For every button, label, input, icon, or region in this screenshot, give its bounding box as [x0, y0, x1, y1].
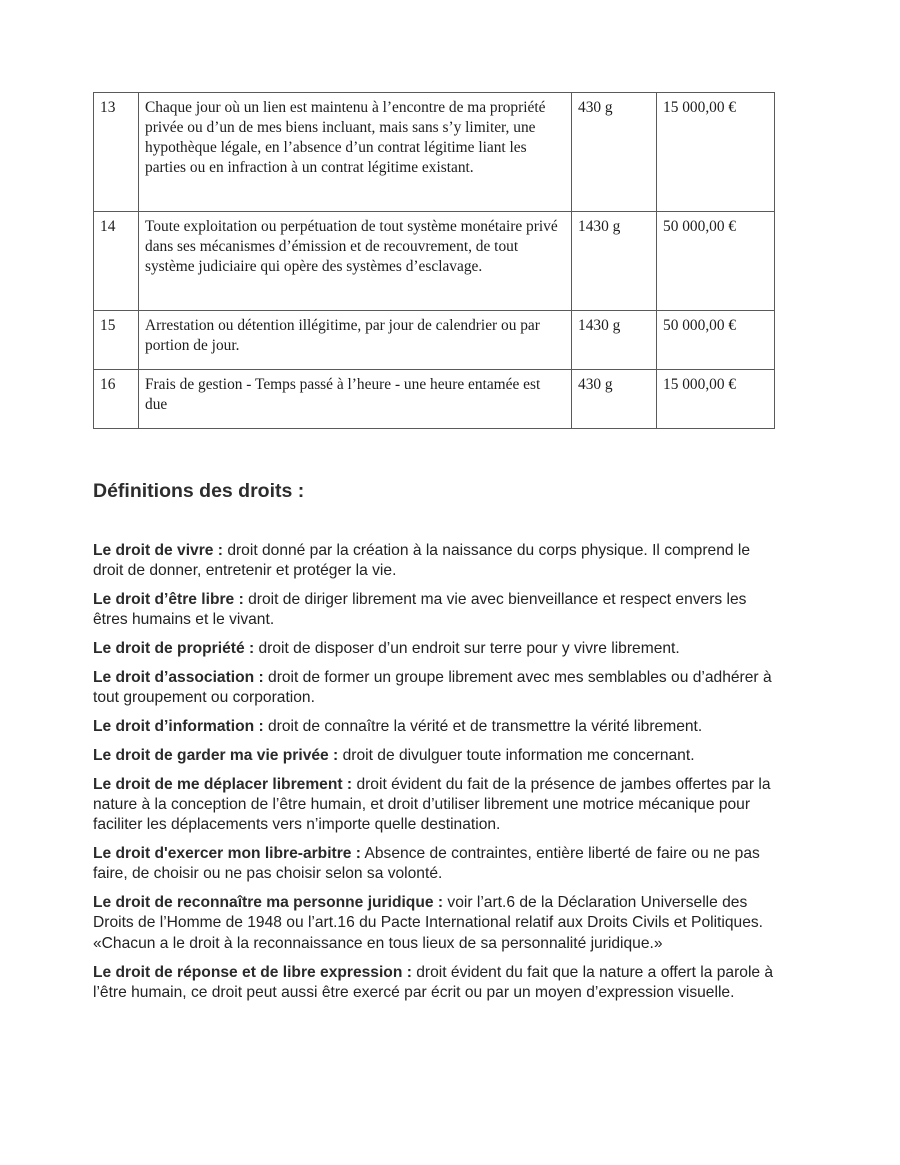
definition-text: droit de divulguer toute information me concernant. — [338, 746, 695, 764]
row-number: 13 — [94, 93, 139, 212]
row-euro-amount: 50 000,00 € — [657, 212, 775, 311]
row-euro-amount: 50 000,00 € — [657, 311, 775, 370]
row-gold-amount: 1430 g — [572, 212, 657, 311]
table-row — [94, 311, 775, 370]
definition-item — [93, 844, 783, 885]
definition-text: droit évident du fait que la nature a offert la parole à l’être humain, ce droit peut aussi être exercé par écrit ou par un moyen d’expression visuelle. — [93, 963, 774, 1001]
definition-term: Le droit de me déplacer librement : — [93, 775, 353, 793]
definition-item — [93, 893, 783, 954]
table-row — [94, 370, 775, 429]
definition-term: Le droit de propriété : — [93, 640, 255, 658]
definition-item — [93, 590, 783, 631]
definition-term: Le droit d’association : — [93, 668, 264, 686]
table-row — [94, 93, 775, 212]
row-description: Arrestation ou détention illégitime, par jour de calendrier ou par portion de jour. — [139, 311, 572, 370]
row-number: 14 — [94, 212, 139, 311]
definition-text: droit de former un groupe librement avec mes semblables ou d’adhérer à tout groupement ou corporation. — [93, 668, 772, 707]
definition-term: Le droit de reconnaître ma personne juridique : — [93, 894, 444, 912]
definition-term: Le droit de vivre : — [93, 542, 223, 559]
table-row — [94, 212, 775, 311]
definition-quote: «Chacun a le droit à la reconnaissance en tous lieux de sa personnalité juridique.» — [93, 934, 663, 952]
definition-text: droit de connaître la vérité et de transmettre la vérité librement. — [263, 718, 703, 736]
definition-term: Le droit d'exercer mon libre-arbitre : — [93, 845, 362, 863]
definition-item — [93, 717, 783, 737]
definition-text: droit évident du fait de la présence de jambes offertes par la nature à la conception de l’être humain, et droit d’utiliser librement une motrice mécanique pour faciliter les déplacements vers n’importe quelle destination. — [93, 775, 771, 834]
row-description: Frais de gestion - Temps passé à l’heure - une heure entamée est due — [139, 370, 572, 429]
definitions-list — [93, 541, 783, 1012]
definition-text: voir l’art.6 de la Déclaration Universelle des Droits de l’Homme de 1948 ou l’art.16 du Pacte International relatif aux Droits Civils et Politiques. — [93, 894, 763, 932]
definition-text: droit de diriger librement ma vie avec bienveillance et respect envers les êtres humains et le vivant. — [93, 591, 747, 629]
row-description: Toute exploitation ou perpétuation de tout système monétaire privé dans ses mécanismes d’émission et de recouvrement, de tout système judiciaire qui opère des systèmes d’esclavage. — [139, 212, 572, 311]
definition-item — [93, 746, 783, 766]
section-title: Définitions des droits : — [93, 480, 305, 502]
definition-term: Le droit d’être libre : — [93, 591, 244, 609]
definition-item — [93, 775, 783, 836]
row-gold-amount: 430 g — [572, 370, 657, 429]
row-number: 15 — [94, 311, 139, 370]
definition-item — [93, 639, 783, 659]
definition-text: droit donné par la création à la naissance du corps physique. Il comprend le droit de donner, entretenir et protéger la vie. — [93, 542, 751, 580]
definition-text: Absence de contraintes, entière liberté de faire ou ne pas faire, de choisir ou ne pas choisir selon sa volonté. — [93, 845, 760, 883]
definition-text: droit de disposer d’un endroit sur terre pour y vivre librement. — [254, 640, 680, 658]
fees-table — [93, 92, 775, 429]
definition-item — [93, 668, 783, 709]
definition-term: Le droit d’information : — [93, 718, 264, 736]
definition-item — [93, 541, 783, 582]
definition-term: Le droit de garder ma vie privée : — [93, 746, 339, 764]
row-gold-amount: 1430 g — [572, 311, 657, 370]
row-gold-amount: 430 g — [572, 93, 657, 212]
row-euro-amount: 15 000,00 € — [657, 93, 775, 212]
row-description: Chaque jour où un lien est maintenu à l’encontre de ma propriété privée ou d’un de mes biens incluant, mais sans s’y limiter, une hypothèque légale, en l’absence d’un contrat légitime liant les parties ou en infraction à un contrat légitime existant. — [139, 93, 572, 212]
definition-item — [93, 963, 783, 1004]
row-number: 16 — [94, 370, 139, 429]
row-euro-amount: 15 000,00 € — [657, 370, 775, 429]
definition-term: Le droit de réponse et de libre expression : — [93, 963, 412, 981]
